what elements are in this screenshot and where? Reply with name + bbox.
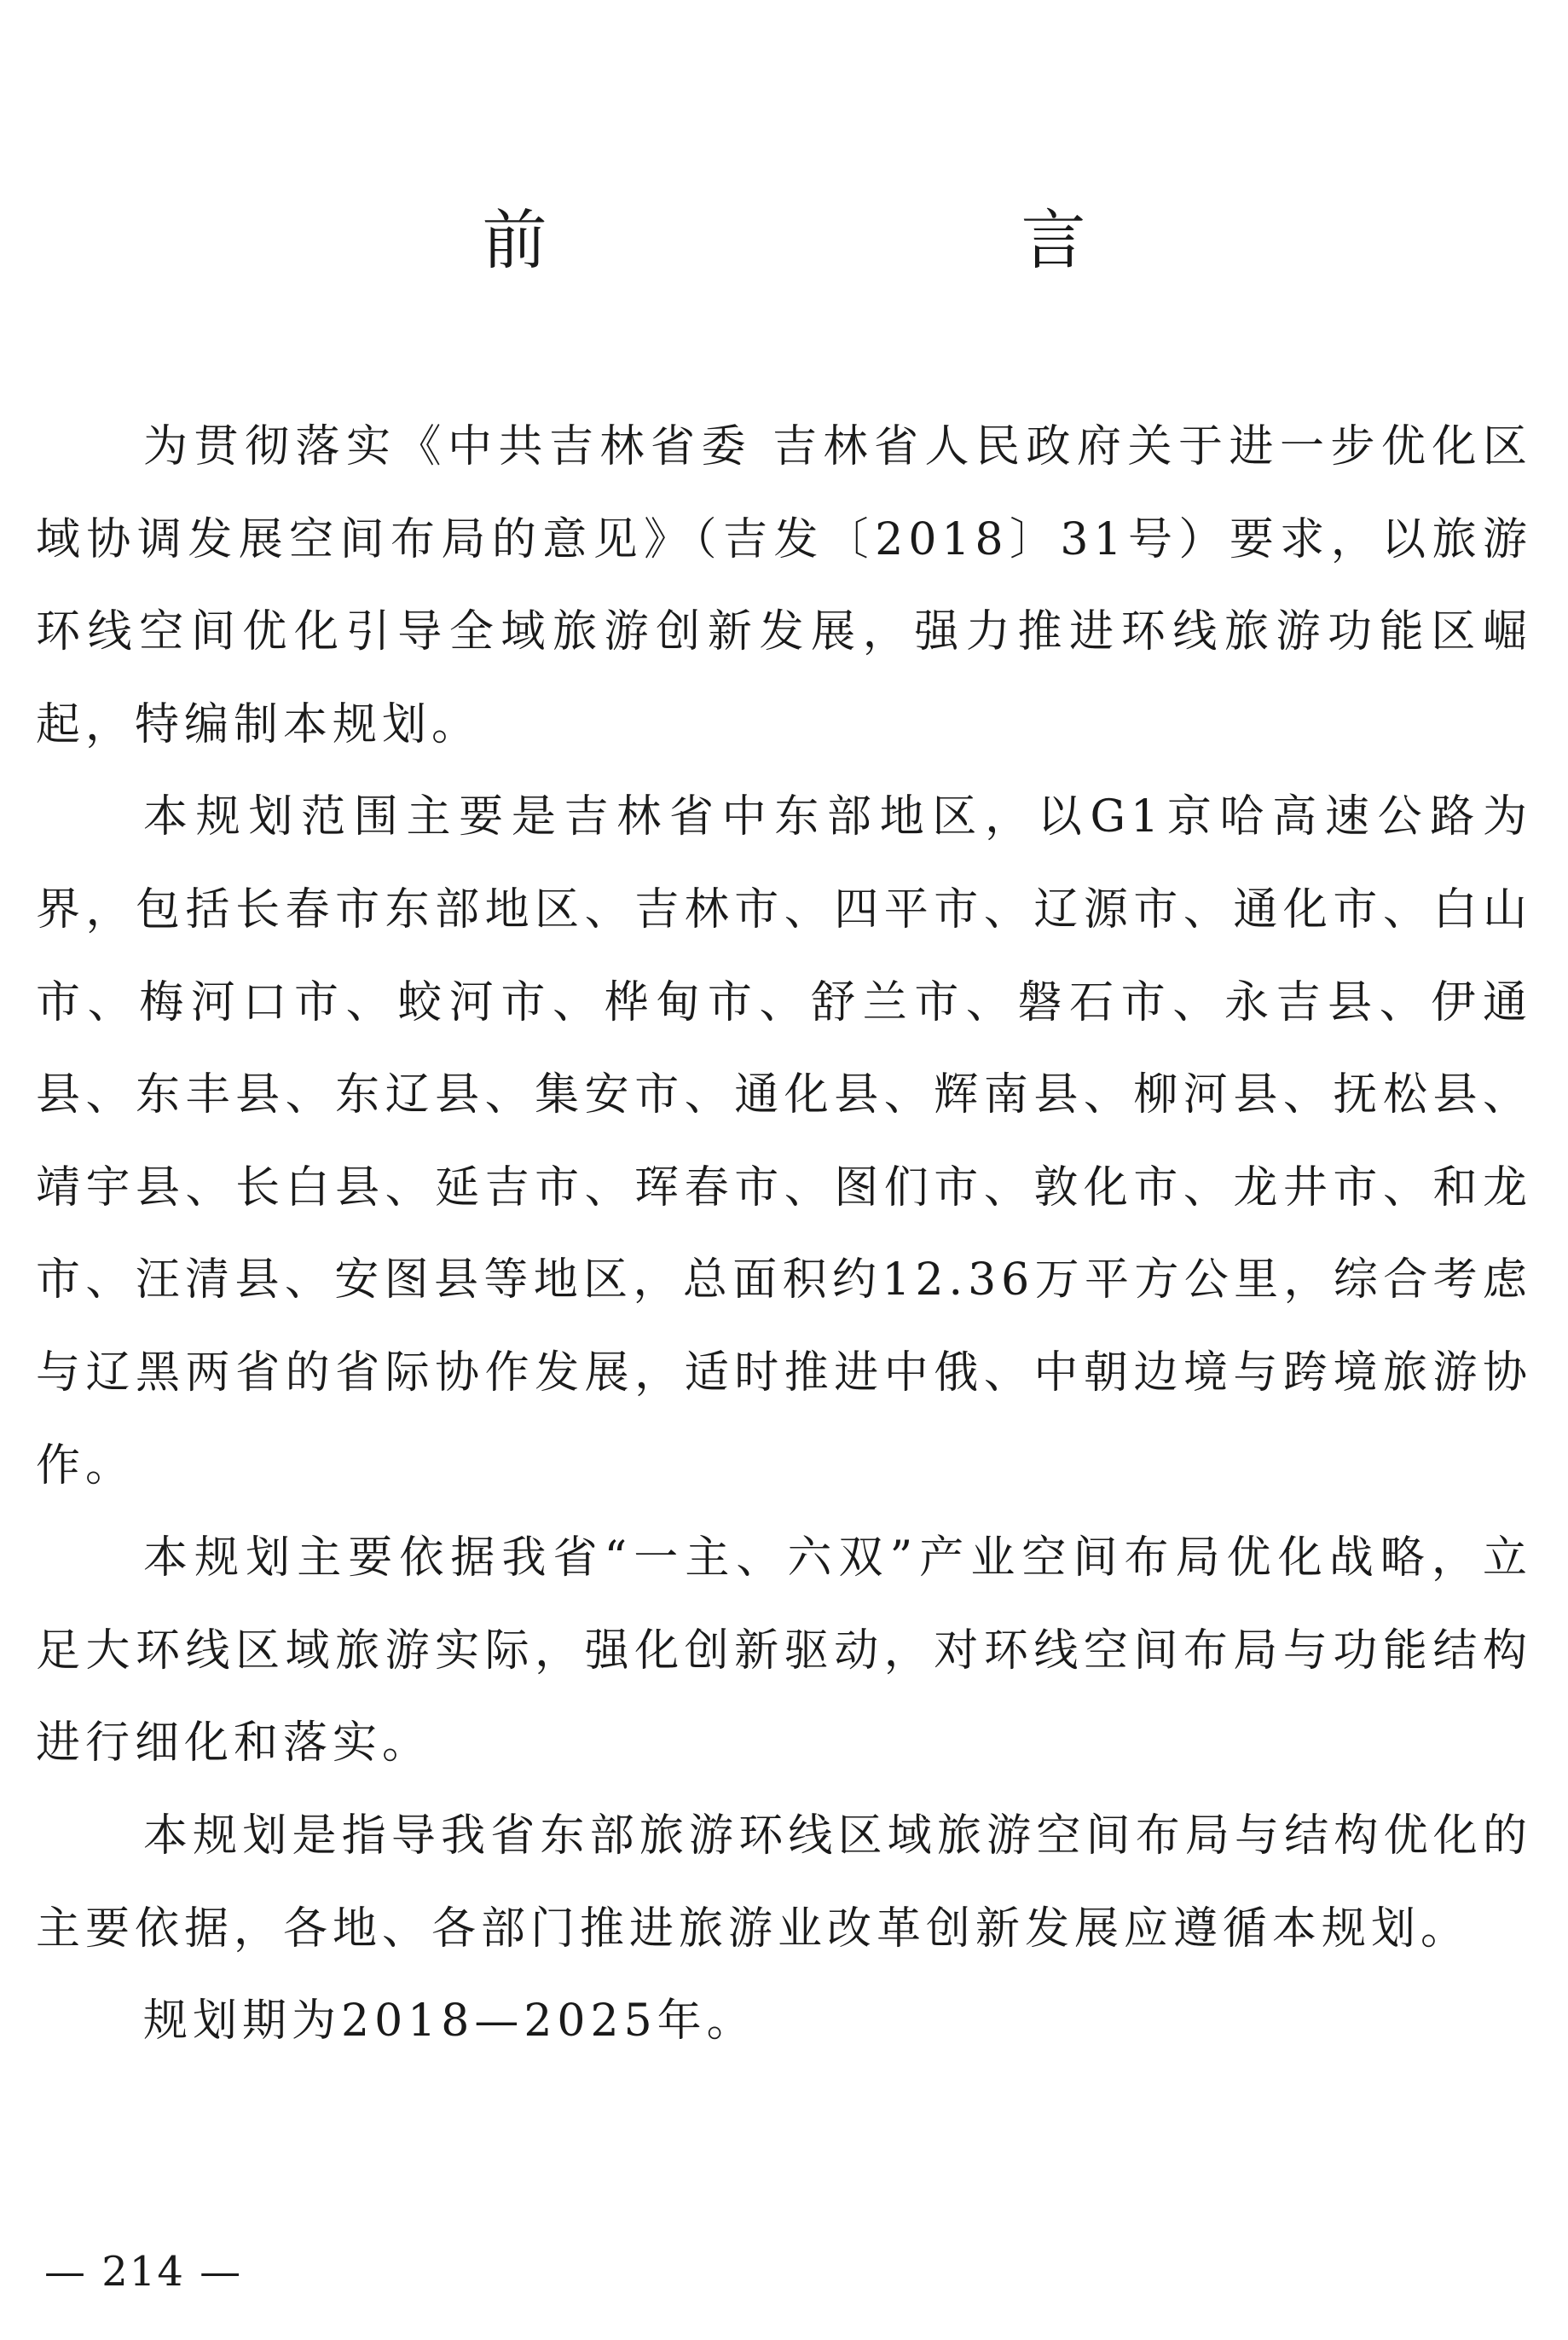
page-number: — 214 —	[44, 2248, 243, 2296]
paragraph-5: 规划期为2018—2025年。	[143, 1995, 756, 2048]
page-title: 前 言	[482, 202, 1291, 278]
paragraph-1: 为贯彻落实《中共吉林省委 吉林省人民政府关于进一步优化区域协调发展空间布局的意见》（吉发〔2018〕31号）要求，以旅游环线空间优化引导全域旅游创新发展，强力推进环线旅游功能区崛起，特编制本规划。	[36, 421, 1532, 750]
paragraph-4: 本规划是指导我省东部旅游环线区域旅游空间布局与结构优化的主要依据，各地、各部门推进旅游业改革创新发展应遵循本规划。	[36, 1810, 1532, 1955]
paragraph-3: 本规划主要依据我省“一主、六双”产业空间布局优化战略，立足大环线区域旅游实际，强化创新驱动，对环线空间布局与功能结构进行细化和落实。	[36, 1532, 1532, 1769]
paragraph-2: 本规划范围主要是吉林省中东部地区，以G1京哈高速公路为界，包括长春市东部地区、吉林市、四平市、辽源市、通化市、白山市、梅河口市、蛟河市、桦甸市、舒兰市、磐石市、永吉县、伊通县、东丰县、东辽县、集安市、通化县、辉南县、柳河县、抚松县、靖宇县、长白县、延吉市、珲春市、图们市、敦化市、龙井市、和龙市、汪清县、安图县等地区，总面积约12.36万平方公里，综合考虑与辽黑两省的省际协作发展，适时推进中俄、中朝边境与跨境旅游协作。	[36, 791, 1532, 1491]
body-text	[36, 401, 1532, 2068]
